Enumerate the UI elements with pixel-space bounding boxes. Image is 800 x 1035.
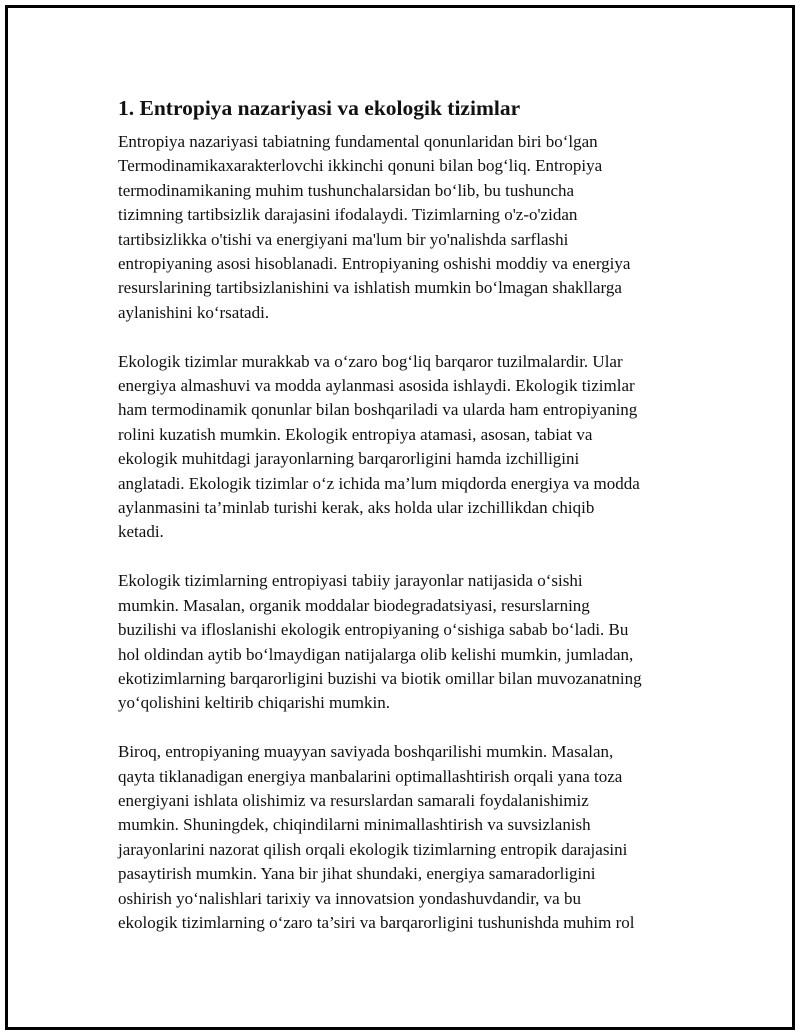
document-content bbox=[118, 94, 690, 960]
text-line: mumkin. Shuningdek, chiqindilarni minimallashtirish va suvsizlanish bbox=[118, 815, 591, 835]
text-line: tizimning tartibsizlik darajasini ifodalaydi. Tizimlarning o'z-o'zidan bbox=[118, 205, 578, 225]
paragraph-4 bbox=[118, 740, 690, 935]
text-line: anglatadi. Ekologik tizimlar o‘z ichida ma’lum miqdorda energiya va modda bbox=[118, 473, 640, 493]
paragraph-3 bbox=[118, 569, 690, 715]
text-line: jarayonlarini nazorat qilish orqali ekologik tizimlarning entropik darajasini bbox=[118, 839, 628, 859]
text-line: buzilishi va ifloslanishi ekologik entropiyaning o‘sishiga sabab bo‘ladi. Bu bbox=[118, 620, 629, 640]
paragraph-2 bbox=[118, 350, 690, 545]
text-line: ekotizimlarning barqarorligini buzishi va biotik omillar bilan muvozanatning bbox=[118, 668, 642, 688]
text-line: yo‘qolishini keltirib chiqarishi mumkin. bbox=[118, 693, 390, 713]
text-line: tartibsizlikka o'tishi va energiyani ma'lum bir yo'nalishda sarflashi bbox=[118, 229, 569, 249]
paragraphs-container bbox=[118, 130, 690, 935]
text-line: aylanmasini ta’minlab turishi kerak, aks holda ular izchillikdan chiqib bbox=[118, 498, 595, 518]
text-line: energiyani ishlata olishimiz va resurslardan samarali foydalanishimiz bbox=[118, 790, 589, 810]
text-line: ekologik muhitdagi jarayonlarning barqarorligini hamda izchilligini bbox=[118, 449, 580, 469]
text-line: Termodinamikaxarakterlovchi ikkinchi qonuni bilan bog‘liq. Entropiya bbox=[118, 156, 603, 176]
text-line: resurslarining tartibsizlanishini va ishlatish mumkin bo‘lmagan shakllarga bbox=[118, 278, 622, 298]
text-line: aylanishini ko‘rsatadi. bbox=[118, 302, 270, 322]
text-line: oshirish yo‘nalishlari tarixiy va innovatsion yondashuvdandir, va bu bbox=[118, 888, 581, 908]
section-heading: 1. Entropiya nazariyasi va ekologik tizimlar bbox=[118, 96, 521, 120]
text-line: rolini kuzatish mumkin. Ekologik entropiya atamasi, asosan, tabiat va bbox=[118, 424, 593, 444]
text-line: Ekologik tizimlarning entropiyasi tabiiy jarayonlar natijasida o‘sishi bbox=[118, 571, 583, 591]
text-line: ekologik tizimlarning o‘zaro ta’siri va barqarorligini tushunishda muhim rol bbox=[118, 912, 635, 932]
text-line: mumkin. Masalan, organik moddalar biodegradatsiyasi, resurslarning bbox=[118, 595, 590, 615]
text-line: Ekologik tizimlar murakkab va o‘zaro bog‘liq barqaror tuzilmalardir. Ular bbox=[118, 351, 623, 371]
text-line: Biroq, entropiyaning muayyan saviyada boshqarilishi mumkin. Masalan, bbox=[118, 742, 614, 762]
text-line: termodinamikaning muhim tushunchalarsidan bo‘lib, bu tushuncha bbox=[118, 180, 575, 200]
text-line: qayta tiklanadigan energiya manbalarini optimallashtirish orqali yana toza bbox=[118, 766, 623, 786]
text-line: energiya almashuvi va modda aylanmasi asosida ishlaydi. Ekologik tizimlar bbox=[118, 376, 635, 396]
text-line: ham termodinamik qonunlar bilan boshqariladi va ularda ham entropiyaning bbox=[118, 400, 638, 420]
text-line: ketadi. bbox=[118, 522, 164, 542]
paragraph-1 bbox=[118, 130, 690, 325]
text-line: pasaytirish mumkin. Yana bir jihat shundaki, energiya samaradorligini bbox=[118, 864, 596, 884]
text-line: hol oldindan aytib bo‘lmaydigan natijalarga olib kelishi mumkin, jumladan, bbox=[118, 644, 634, 664]
text-line: Entropiya nazariyasi tabiatning fundamental qonunlaridan biri bo‘lgan bbox=[118, 132, 598, 151]
text-line: entropiyaning asosi hisoblanadi. Entropiyaning oshishi moddiy va energiya bbox=[118, 254, 631, 274]
